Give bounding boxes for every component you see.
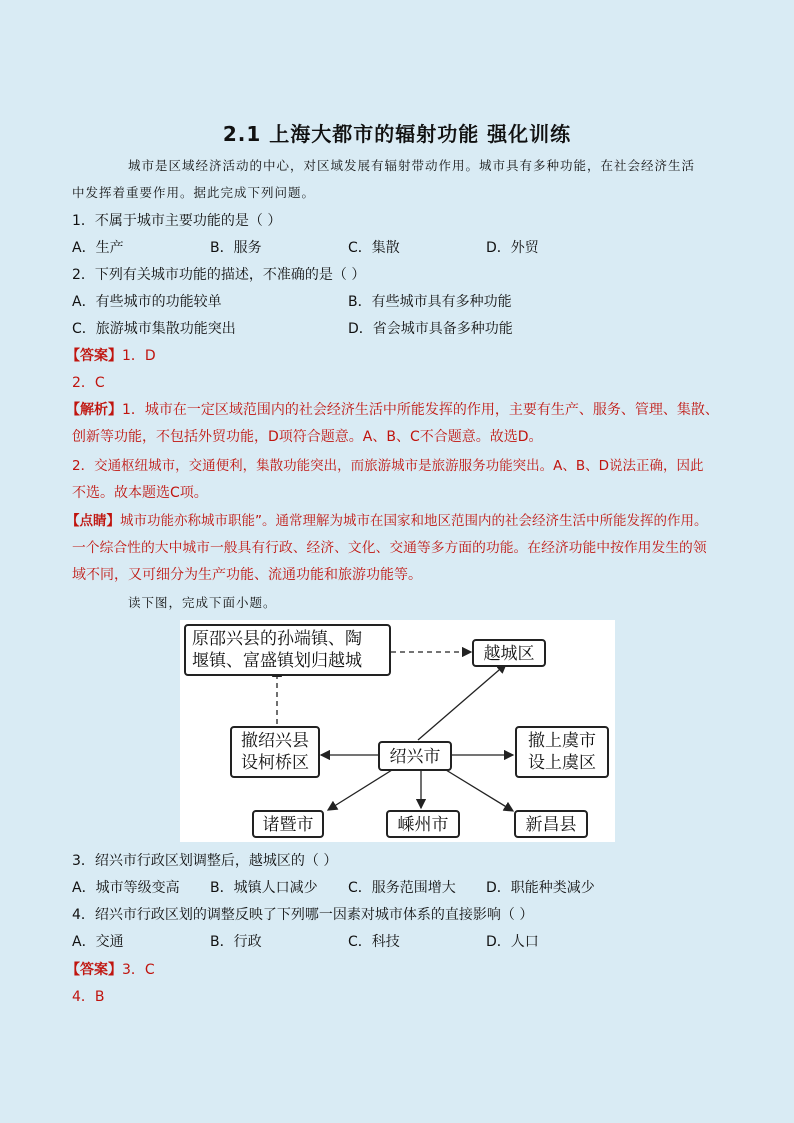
- arrow-center-to-zhuji: [328, 770, 392, 810]
- analysis-line-3: 2．交通枢纽城市，交通便利，集散功能突出，而旅游城市是旅游服务功能突出。A、B、D说法正确，因此: [72, 458, 704, 474]
- tips-line-2: 一个综合性的大中城市一般具有行政、经济、文化、交通等多方面的功能。在经济功能中按作用发生的领: [72, 540, 707, 556]
- answer-label: 【答案】: [66, 348, 122, 364]
- question-3-stem: 3．绍兴市行政区划调整后，越城区的（ ）: [72, 853, 338, 869]
- intro-line-2: 中发挥着重要作用。据此完成下列问题。: [72, 185, 316, 200]
- analysis-line-2: 创新等功能，不包括外贸功能，D项符合题意。A、B、C不合题意。故选D。: [72, 429, 543, 445]
- question-2-option-b: B．有些城市具有多种功能: [348, 294, 512, 310]
- question-2-option-c: C．旅游城市集散功能突出: [72, 321, 236, 337]
- question-1-option-d: D．外贸: [486, 240, 539, 256]
- answer-3: 3．C: [122, 962, 155, 978]
- box-shengzhou: 嵊州市: [386, 810, 460, 838]
- answer-4: 4．B: [72, 989, 105, 1005]
- box-yuecheng: 越城区: [472, 639, 546, 667]
- answer-block-2: [66, 960, 155, 980]
- question-3-option-d: D．职能种类减少: [486, 880, 595, 896]
- box-merge-towns: 原邵兴县的孙端镇、陶 堰镇、富盛镇划归越城: [184, 624, 391, 676]
- box-shaoxing-center: 绍兴市: [378, 741, 452, 771]
- box-keqiao: 撤绍兴县 设柯桥区: [230, 726, 320, 778]
- question-4-option-a: A．交通: [72, 934, 124, 950]
- box-shangyu: 撤上虞市 设上虞区: [515, 726, 609, 778]
- question-4-stem: 4．绍兴市行政区划的调整反映了下列哪一因素对城市体系的直接影响（ ）: [72, 907, 534, 923]
- analysis-line-4: 不选。故本题选C项。: [72, 485, 208, 501]
- arrow-center-to-yuecheng: [418, 664, 506, 740]
- intro-line-1: 城市是区域经济活动的中心，对区域发展有辐射带动作用。城市具有多种功能，在社会经济生活: [128, 158, 696, 173]
- analysis-label: 【解析】: [66, 402, 122, 418]
- arrow-center-to-xinchang: [446, 770, 513, 811]
- tips-line-1: 【点睛】城市功能亦称城市职能”。通常理解为城市在国家和地区范围内的社会经济生活中所能发挥的作用。: [66, 513, 708, 529]
- question-3-option-a: A．城市等级变高: [72, 880, 180, 896]
- question-1-option-b: B．服务: [210, 240, 262, 256]
- box-zhuji: 诸暨市: [252, 810, 324, 838]
- question-4-option-b: B．行政: [210, 934, 262, 950]
- answer-label-2: 【答案】: [66, 962, 122, 978]
- question-3-option-c: C．服务范围增大: [348, 880, 456, 896]
- question-2-option-a: A．有些城市的功能较单: [72, 294, 222, 310]
- box-xinchang: 新昌县: [514, 810, 588, 838]
- question-1-stem: 1．不属于城市主要功能的是（ ）: [72, 213, 282, 229]
- question-2-option-d: D．省会城市具备多种功能: [348, 321, 513, 337]
- question-1-option-c: C．集散: [348, 240, 400, 256]
- question-3-option-b: B．城镇人口减少: [210, 880, 318, 896]
- intro-2: 读下图，完成下面小题。: [128, 595, 277, 610]
- tips-line-3: 域不同，又可细分为生产功能、流通功能和旅游功能等。: [72, 567, 422, 583]
- question-4-option-c: C．科技: [348, 934, 400, 950]
- tips-label: 【点睛】: [66, 513, 120, 529]
- question-1-option-a: A．生产: [72, 240, 124, 256]
- answer-1: 1．D: [122, 348, 156, 364]
- question-2-stem: 2．下列有关城市功能的描述，不准确的是（ ）: [72, 267, 366, 283]
- page-title: 2.1 上海大都市的辐射功能 强化训练: [222, 122, 572, 146]
- analysis-line-1: 【解析】1．城市在一定区域范围内的社会经济生活中所能发挥的作用，主要有生产、服务、管理、集散、: [66, 402, 719, 418]
- question-4-option-d: D．人口: [486, 934, 539, 950]
- admin-division-diagram: [180, 620, 615, 842]
- answer-2: 2．C: [72, 375, 105, 391]
- answer-block-1: [66, 346, 156, 366]
